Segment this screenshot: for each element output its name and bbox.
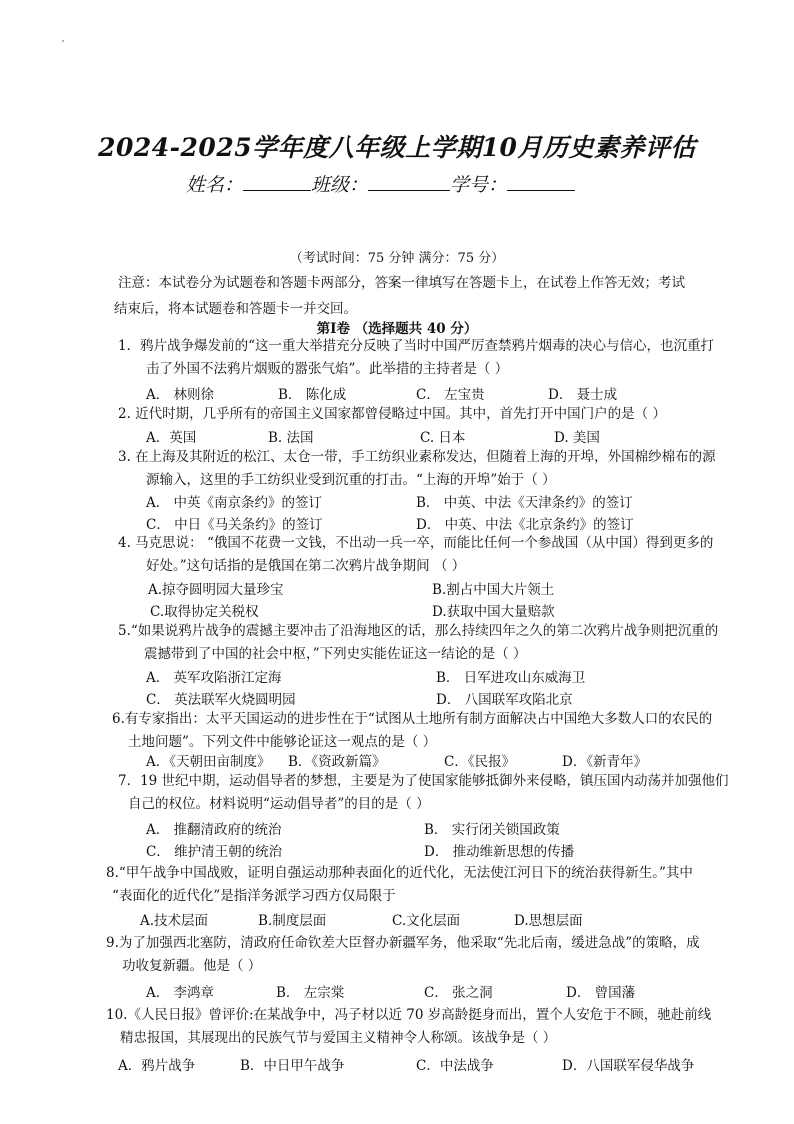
question-2 bbox=[118, 403, 666, 426]
section-title: 第Ⅰ卷 （选择题共 40 分） bbox=[316, 321, 478, 337]
question-4-options-row-1 bbox=[148, 578, 728, 598]
option-c[interactable]: C.文化层面 bbox=[392, 913, 461, 929]
option-a[interactable]: A． 中英《南京条约》的签订 bbox=[146, 495, 323, 511]
question-9-line-2: 功收复新疆。他是（ ） bbox=[122, 958, 262, 974]
question-1-options bbox=[146, 383, 706, 403]
option-a[interactable]: A． 推翻清政府的统治 bbox=[146, 822, 282, 838]
id-label: 学号： bbox=[450, 174, 508, 196]
speck bbox=[62, 40, 64, 42]
question-7-options-row-2 bbox=[146, 840, 726, 860]
notice bbox=[114, 270, 768, 322]
option-b[interactable]: B． 日军进攻山东威海卫 bbox=[436, 670, 586, 686]
question-9-options bbox=[146, 981, 726, 1001]
option-a[interactable]: A.掠夺圆明园大量珍宝 bbox=[148, 582, 284, 598]
question-1-line-2: 击了外国不法鸦片烟贩的嚣张气焰”。此举措的主持者是（ ） bbox=[146, 361, 509, 377]
question-3 bbox=[118, 446, 716, 492]
question-10-options bbox=[118, 1054, 738, 1074]
question-4-line-1: 4. 马克思说： “俄国不花费一文钱，不出动一兵一卒，而能比任何一个参战国（从中国）得到更多的 bbox=[118, 535, 714, 551]
option-c[interactable]: C． 英法联军火烧圆明园 bbox=[146, 692, 296, 708]
question-6-line-2: 土地问题”。下列文件中能够论证这一观点的是（ ） bbox=[128, 734, 437, 750]
option-a[interactable]: A．《天朝田亩制度》 bbox=[146, 754, 271, 770]
class-blank[interactable] bbox=[368, 172, 450, 191]
option-c[interactable]: C．中法战争 bbox=[416, 1058, 494, 1074]
question-4 bbox=[118, 532, 713, 578]
option-b[interactable]: B． 左宗棠 bbox=[276, 985, 345, 1001]
question-8-line-2: “表面化的近代化”是指洋务派学习西方仅局限于 bbox=[112, 888, 396, 904]
option-d[interactable]: D． 聂士成 bbox=[548, 387, 618, 403]
exam-meta: （考试时间：75 分钟 满分：75 分） bbox=[289, 251, 505, 266]
notice-line-1: 注意：本试卷分为试题卷和答题卡两部分，答案一律填写在答题卡上，在试卷上作答无效；考试 bbox=[118, 275, 685, 291]
question-5-options-row-1 bbox=[146, 666, 726, 686]
question-4-options-row-2 bbox=[150, 600, 730, 620]
option-a[interactable]: A． 英军攻陷浙江定海 bbox=[146, 670, 282, 686]
question-6-options bbox=[146, 750, 726, 770]
option-c[interactable]: C． 中日《马关条约》的签订 bbox=[146, 517, 323, 533]
question-6-line-1: 6.有专家指出：太平天国运动的进步性在于“试图从土地所有制方面解决占中国绝大多数人口的农民的 bbox=[112, 711, 713, 727]
student-info-line bbox=[186, 170, 575, 197]
question-3-options-row-2 bbox=[146, 513, 726, 533]
option-c[interactable]: C.取得协定关税权 bbox=[150, 604, 259, 620]
option-d[interactable]: D． 曾国藩 bbox=[566, 985, 636, 1001]
question-8-line-1: 8.“甲午战争中国战败，证明自强运动那种表面化的近代化，无法使江河日下的统治获得新生。”其中 bbox=[106, 865, 693, 881]
option-b[interactable]: B.割占中国大片领土 bbox=[432, 582, 555, 598]
question-7 bbox=[118, 770, 729, 816]
option-c[interactable]: C. 日本 bbox=[420, 430, 466, 446]
option-a[interactable]: A． 李鸿章 bbox=[146, 985, 215, 1001]
option-d[interactable]: D．八国联军侵华战争 bbox=[562, 1058, 695, 1074]
question-7-line-2: 自己的权位。材料说明“运动倡导者”的目的是（ ） bbox=[128, 796, 430, 812]
option-c[interactable]: C．《民报》 bbox=[444, 754, 516, 770]
question-5 bbox=[118, 620, 718, 666]
option-b[interactable]: B． 实行闭关锁国政策 bbox=[424, 822, 560, 838]
question-2-line-1: 2. 近代时期，几乎所有的帝国主义国家都曾侵略过中国。其中，首先打开中国门户的是（ ） bbox=[118, 406, 666, 422]
option-b[interactable]: B.制度层面 bbox=[258, 913, 327, 929]
option-a[interactable]: A． 林则徐 bbox=[146, 387, 215, 403]
option-b[interactable]: B． 陈化成 bbox=[278, 387, 347, 403]
option-c[interactable]: C． 张之洞 bbox=[424, 985, 493, 1001]
question-1-line-1: 1．鸦片战争爆发前的“这一重大举措充分反映了当时中国严厉查禁鸦片烟毒的决心与信心，也沉重打 bbox=[118, 338, 714, 354]
option-d[interactable]: D.思想层面 bbox=[514, 913, 583, 929]
class-label: 班级： bbox=[311, 174, 369, 196]
id-blank[interactable] bbox=[507, 172, 575, 191]
question-5-line-1: 5.“如果说鸦片战争的震撼主要冲击了沿海地区的话，那么持续四年之久的第二次鸦片战争则把沉重的 bbox=[118, 623, 719, 639]
question-4-line-2: 好处。”这句话指的是俄国在第二次鸦片战争期间 （ ） bbox=[146, 558, 466, 574]
name-label: 姓名： bbox=[186, 174, 244, 196]
question-5-line-2: 震撼带到了中国的社会中枢，”下列史实能佐证这一结论的是（ ） bbox=[144, 646, 527, 662]
question-7-line-1: 7．19 世纪中期，运动倡导者的梦想，主要是为了使国家能够抵御外来侵略，镇压国内动荡并加强他们 bbox=[118, 773, 729, 789]
option-c[interactable]: C． 左宝贵 bbox=[416, 387, 485, 403]
question-8 bbox=[106, 862, 693, 908]
exam-title: 2024-2025学年度八年级上学期10月历史素养评估 bbox=[98, 133, 696, 162]
question-8-options bbox=[140, 909, 720, 929]
option-b[interactable]: B．《资政新篇》 bbox=[288, 754, 386, 770]
question-5-options-row-2 bbox=[146, 688, 726, 708]
question-2-options bbox=[146, 426, 706, 446]
question-9 bbox=[106, 932, 700, 978]
option-d[interactable]: D． 中英、中法《北京条约》的签订 bbox=[416, 517, 634, 533]
option-a[interactable]: A．鸦片战争 bbox=[118, 1058, 196, 1074]
question-1 bbox=[118, 335, 714, 381]
option-a[interactable]: A.技术层面 bbox=[140, 913, 209, 929]
question-3-line-1: 3. 在上海及其附近的松江、太仓一带，手工纺织业素称发达，但随着上海的开埠，外国棉纱棉布的源 bbox=[118, 449, 716, 465]
question-10-line-1: 10.《人民日报》曾评价:在某战争中，冯子材以近 70 岁高龄挺身而出，置个人安危于不顾，驰赴前线 bbox=[106, 1007, 712, 1023]
option-b[interactable]: B． 中英、中法《天津条约》的签订 bbox=[416, 495, 633, 511]
option-d[interactable]: D.获取中国大量赔款 bbox=[432, 604, 555, 620]
option-d[interactable]: D． 推动维新思想的传播 bbox=[424, 844, 575, 860]
option-b[interactable]: B. 法国 bbox=[268, 430, 314, 446]
question-7-options-row-1 bbox=[146, 818, 726, 838]
name-blank[interactable] bbox=[243, 172, 311, 191]
option-d[interactable]: D. 美国 bbox=[554, 430, 600, 446]
question-10 bbox=[106, 1004, 711, 1050]
question-3-line-2: 源输入，这里的手工纺织业受到沉重的打击。“上海的开埠”始于（ ） bbox=[146, 472, 556, 488]
question-6 bbox=[112, 708, 712, 754]
option-a[interactable]: A．英国 bbox=[146, 430, 197, 446]
option-c[interactable]: C． 维护清王朝的统治 bbox=[146, 844, 283, 860]
question-9-line-1: 9.为了加强西北塞防，清政府任命钦差大臣督办新疆军务，他采取“先北后南，缓进急战”的策略，成 bbox=[106, 935, 700, 951]
question-3-options-row-1 bbox=[146, 491, 726, 511]
notice-line-2: 结束后，将本试题卷和答题卡一并交回。 bbox=[114, 301, 357, 317]
option-d[interactable]: D．《新青年》 bbox=[562, 754, 648, 770]
question-10-line-2: 精忠报国，其展现出的民族气节与爱国主义精神令人称颂。该战争是（ ） bbox=[120, 1030, 557, 1046]
option-b[interactable]: B．中日甲午战争 bbox=[240, 1058, 345, 1074]
option-d[interactable]: D． 八国联军攻陷北京 bbox=[436, 692, 573, 708]
